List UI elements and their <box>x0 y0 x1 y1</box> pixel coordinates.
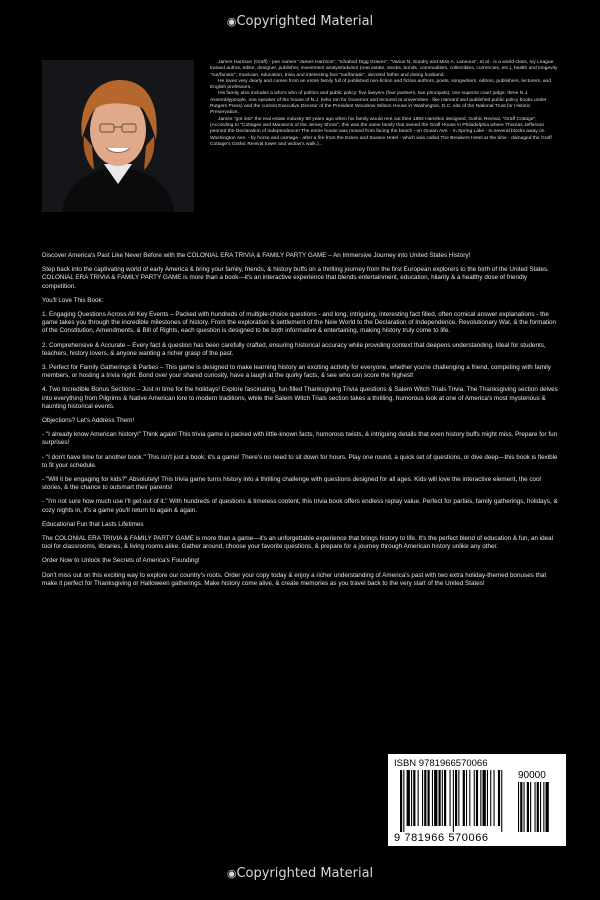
watermark-top: ◉ Copyrighted Material <box>0 14 600 29</box>
author-portrait-illustration <box>42 60 194 212</box>
bio-paragraph: James Harrison (Graff) - pen names "James Harrison", "Ichabod Digg Graves", "Varius N. Sundry and Miss A. Laneous", et al - is a world-class, Ivy League trained author, editor, designer, publisher, investment analyst/advisor (real estate, stocks, bonds, commodities, collectibles, currencies, etc.), health and longevity "nut/fanatic", musician, education, trivia and interesting fact "nut/fanatic", devoted father and doting husband. <box>210 60 558 78</box>
closing-paragraph: Don't miss out on this exciting way to explore our country's roots. Order your copy today & enjoy a richer understanding of America's past with two extra holiday-themed bonuses that make it perfect for Thanksgiving or Halloween gatherings. Make history come alive, & create memories as you travel back to the very start of the United States! <box>42 571 547 587</box>
bio-paragraph: He loves very dearly and comes from an entire family full of published non-fiction and fiction authors, poets, songwriters, editors, publishers, lecturers, and English professors. <box>210 78 551 91</box>
barcode-bars <box>398 770 558 832</box>
section-heading: Objections? Let's Address Them! <box>42 417 135 425</box>
summary-paragraph: The COLONIAL ERA TRIVIA & FAMILY PARTY GAME is more than a game—it's an unforgettable experience that brings history to life. It's the perfect blend of education & fun, an ideal tool for classrooms, libraries, & living rooms alike. Gather around, choose your favorite questions, & prepare for a journey through American history unlike any other. <box>42 535 554 551</box>
feature-item: 4. Two Incredible Bonus Sections – Just in time for the holidays! Explore fascinating, fun-filled Thanksgiving Trivia questions & Salem Witch Trials Trivia. The Thanksgiving section delves into everything from Pilgrims & Native American lore to modern traditions, while the Salem Witch Trials section takes a thrilling, humorous look at one of America's most mysterious & haunting historical events. <box>42 386 558 410</box>
book-description <box>42 252 562 594</box>
section-heading: You'll Love This Book: <box>42 296 104 304</box>
objection-item: - "Will it be engaging for kids?" Absolutely! This trivia game turns history into a thrilling challenge with questions designed for all ages. Kids will love the interactive element, the cool stories, & the chance to outsmart their parents! <box>42 476 541 492</box>
bio-paragraph: James "got into" the real estate industry 50 years ago when his family would rent out their 1884 Hamilton designed, Gothic Revival, "Graff Cottage", (According to "Cottages and Mansions of the Jersey Shore", this was the same family that owned the Graff House in Philadelphia where Thomas Jefferson penned the Declaration of Independence! The entire house was moved from facing the beach - on Ocean Ave. - in Spring Lake - to several blocks away on Washington Ave. - by horse and carriage - after a fire from the Essex and Sussex Hotel - which was called The Breakers Hotel at the time - damaged the Graff Cottage's Gothic Revival tower and widow's walk.)... <box>210 116 552 147</box>
author-bio <box>210 60 560 148</box>
objection-item: - "I don't have time for another book." This isn't just a book; it's a game! There's no need to sit down for hours. Play one round, a quick set of questions, or dive deep—this book is flexible to fit your schedule. <box>42 453 558 469</box>
section-heading: Educational Fun that Lasts Lifetimes <box>42 520 144 528</box>
barcode-digits: 9 781966 570066 <box>394 832 489 844</box>
feature-item: 3. Perfect for Family Gatherings & Parties – This game is designed to make learning history an exciting activity for everyone, whether you're challenging a friend, competing with family members, or hosting a trivia night. Bond over your shared curiosity, have a laugh at the quirky facts, & see who can score the highest! <box>42 364 551 380</box>
isbn-label: ISBN 9781966570066 <box>394 758 488 769</box>
price-code: 90000 <box>518 770 546 781</box>
objection-item: - "I'm not sure how much use I'll get out of it." With hundreds of questions & timeless content, this trivia book offers endless replay value. Perfect for parties, family gatherings, holidays, & cozy nights in, it's a game you'll return to again & again. <box>42 498 558 514</box>
bio-paragraph: His family also includes a who's who of politics and public policy: five lawyers (four partners, two principals), one superior court judge, three N.J. Assemblypeople, one speaker of the house of N.J. (who ran for Governor and lectured at universities - like Harvard and published public policy books under Rutgers Press) and the current Executive Director of the President Woodrow Wilson House in Washington, D.C. site of the National Trust for Historic Preservation. <box>210 91 547 116</box>
headline: Discover America's Past Like Never Before with the COLONIAL ERA TRIVIA & FAMILY PARTY GAME – An Immersive Journey into United States History! <box>42 252 471 259</box>
author-photo <box>42 60 194 212</box>
isbn-barcode-box <box>388 754 566 846</box>
intro-paragraph: Step back into the captivating world of early America & bring your family, friends, & history buffs on a thrilling journey from the first European explorers to the birth of the United States. COLONIAL ERA TRIVIA & FAMILY PARTY GAME is more than a book—it's an interactive experience that blends entertainment, education, hilarity & a healthy dose of friendly competition. <box>42 266 549 290</box>
watermark-bottom: ◉ Copyrighted Material <box>0 866 600 881</box>
objection-item: - "I already know American history!" Think again! This trivia game is packed with little-known facts, humorous twists, & intriguing details that even history buffs might miss. Prepare for fun surprises! <box>42 431 558 447</box>
feature-item: 1. Engaging Questions Across All Key Events – Packed with hundreds of multiple-choice questions - and long, intriguing, interesting fact filled, often comical answer explanations - the game takes you through the incredible milestones of history. From the exploration & settlement of the New World to the Declaration of Independence, Revolutionary War, & the formation of the Constitution, Amendments, & Bill of Rights, each question is designed to be both informative & entertaining, making history truly come to life. <box>42 311 557 335</box>
section-heading: Order Now to Unlock the Secrets of America's Founding! <box>42 557 200 565</box>
feature-item: 2. Comprehensive & Accurate – Every fact & question has been carefully crafted, ensuring historical accuracy while providing context that deepens understanding. Ideal for students, teachers, history lovers, & anyone wanting a richer grasp of the past. <box>42 341 546 357</box>
